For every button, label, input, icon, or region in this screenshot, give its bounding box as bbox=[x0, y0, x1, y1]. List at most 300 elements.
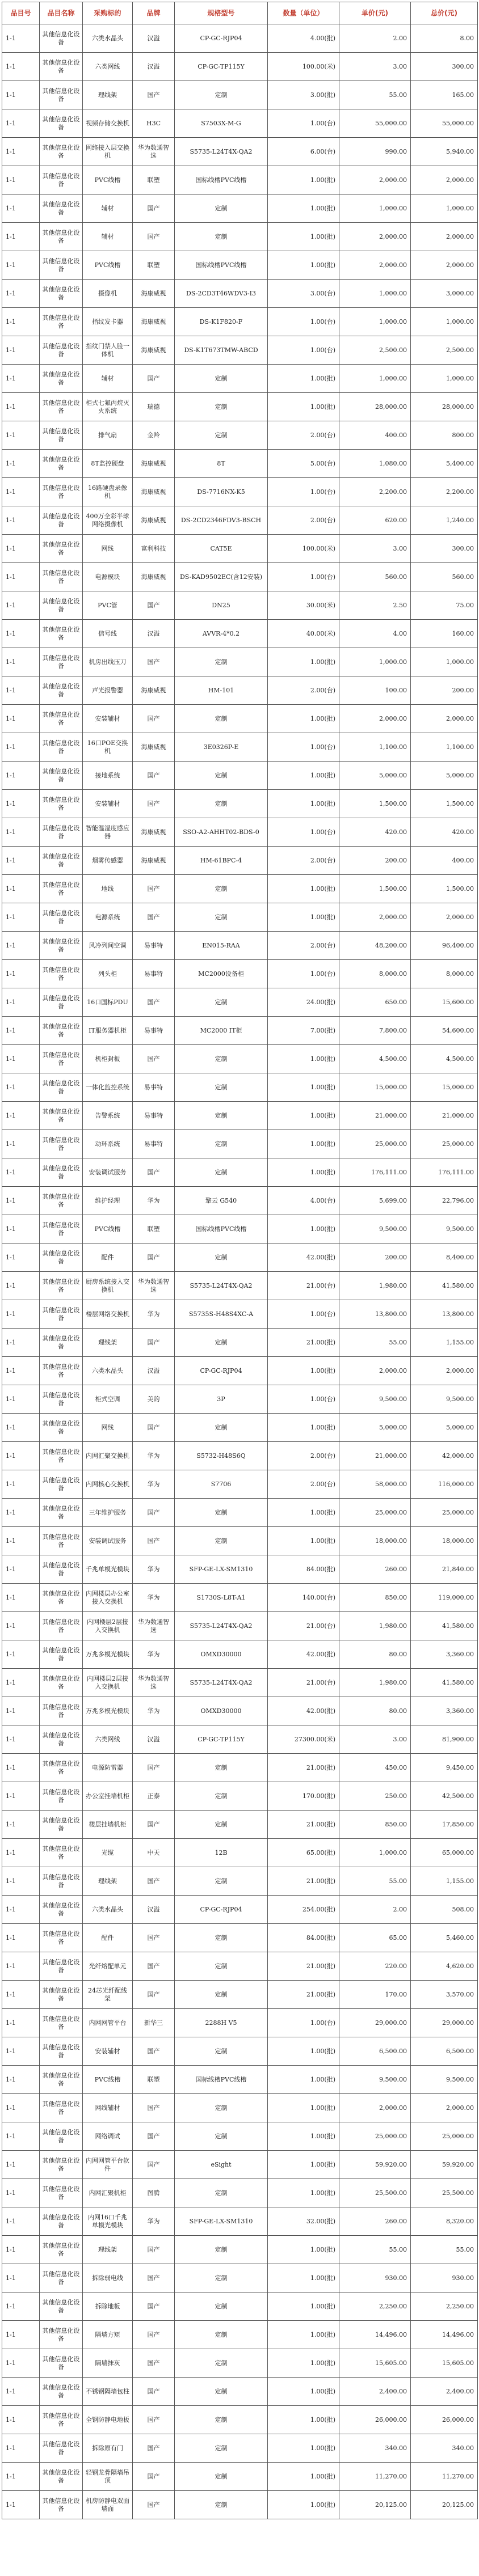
model-cell: 定制 bbox=[175, 1499, 268, 1527]
model-cell: 定制 bbox=[175, 1158, 268, 1187]
item-no-cell: 1-1 bbox=[2, 1952, 40, 1981]
model-cell: S5735-L24T4X-QA2 bbox=[175, 138, 268, 166]
brand-cell: 国产 bbox=[133, 705, 175, 733]
target-cell: 内网网管平台软件 bbox=[83, 2151, 133, 2179]
item-no-cell: 1-1 bbox=[2, 365, 40, 393]
unit-price-cell: 1,000.00 bbox=[339, 365, 411, 393]
quantity-cell: 3.00(台) bbox=[268, 280, 339, 308]
target-cell: 厨房系统接入交换机 bbox=[83, 1272, 133, 1300]
brand-cell: 汉溢 bbox=[133, 1725, 175, 1754]
model-cell: DN25 bbox=[175, 591, 268, 620]
table-row bbox=[2, 336, 478, 365]
item-name-cell: 其他信息化设备 bbox=[40, 1102, 83, 1130]
unit-price-cell: 21,000.00 bbox=[339, 1102, 411, 1130]
item-no-cell: 1-1 bbox=[2, 53, 40, 81]
unit-price-cell: 7,800.00 bbox=[339, 1017, 411, 1045]
quantity-cell: 1.00(台) bbox=[268, 563, 339, 591]
item-name-cell: 其他信息化设备 bbox=[40, 1329, 83, 1357]
total-cell: 15,605.00 bbox=[411, 2349, 478, 2378]
brand-cell: 华为 bbox=[133, 1187, 175, 1215]
model-cell: 定制 bbox=[175, 2094, 268, 2122]
item-name-cell: 其他信息化设备 bbox=[40, 2009, 83, 2037]
brand-cell: 华为 bbox=[133, 1640, 175, 1669]
item-no-cell: 1-1 bbox=[2, 2491, 40, 2519]
model-cell: 定制 bbox=[175, 393, 268, 421]
unit-price-cell: 80.00 bbox=[339, 1640, 411, 1669]
item-no-cell: 1-1 bbox=[2, 676, 40, 705]
item-no-cell: 1-1 bbox=[2, 1527, 40, 1555]
target-cell: 柜式空调 bbox=[83, 1385, 133, 1414]
target-cell: 网络接入层交换机 bbox=[83, 138, 133, 166]
quantity-cell: 1.00(批) bbox=[268, 2491, 339, 2519]
unit-price-cell: 200.00 bbox=[339, 847, 411, 875]
unit-price-cell: 1,080.00 bbox=[339, 450, 411, 478]
model-cell: 定制 bbox=[175, 1924, 268, 1952]
target-cell: 16口POE交换机 bbox=[83, 733, 133, 762]
target-cell: 千兆单模光模块 bbox=[83, 1555, 133, 1584]
target-cell: 配件 bbox=[83, 1243, 133, 1272]
item-name-cell: 其他信息化设备 bbox=[40, 1754, 83, 1782]
item-name-cell: 其他信息化设备 bbox=[40, 194, 83, 223]
item-no-cell: 1-1 bbox=[2, 1754, 40, 1782]
col-header-item-no: 品目号 bbox=[2, 2, 40, 24]
quantity-cell: 3.00(批) bbox=[268, 81, 339, 109]
quantity-cell: 1.00(批) bbox=[268, 648, 339, 676]
model-cell: 定制 bbox=[175, 1782, 268, 1811]
item-no-cell: 1-1 bbox=[2, 138, 40, 166]
brand-cell: 华为 bbox=[133, 1584, 175, 1612]
item-name-cell: 其他信息化设备 bbox=[40, 1782, 83, 1811]
unit-price-cell: 2,000.00 bbox=[339, 166, 411, 194]
target-cell: PVC线槽 bbox=[83, 2066, 133, 2094]
total-cell: 165.00 bbox=[411, 81, 478, 109]
table-row bbox=[2, 24, 478, 53]
table-row bbox=[2, 960, 478, 988]
model-cell: 定制 bbox=[175, 421, 268, 450]
total-cell: 200.00 bbox=[411, 676, 478, 705]
table-row bbox=[2, 1442, 478, 1470]
quantity-cell: 65.00(批) bbox=[268, 1839, 339, 1867]
total-cell: 400.00 bbox=[411, 847, 478, 875]
total-cell: 1,155.00 bbox=[411, 1867, 478, 1896]
item-no-cell: 1-1 bbox=[2, 1073, 40, 1102]
total-cell: 42,500.00 bbox=[411, 1782, 478, 1811]
quantity-cell: 1.00(批) bbox=[268, 1045, 339, 1073]
model-cell: 定制 bbox=[175, 648, 268, 676]
target-cell: 内网16口千兆单模光模块 bbox=[83, 2207, 133, 2236]
item-name-cell: 其他信息化设备 bbox=[40, 393, 83, 421]
model-cell: S5735-L24T4X-QA2 bbox=[175, 1272, 268, 1300]
item-name-cell: 其他信息化设备 bbox=[40, 2066, 83, 2094]
item-no-cell: 1-1 bbox=[2, 1187, 40, 1215]
unit-price-cell: 930.00 bbox=[339, 2264, 411, 2292]
unit-price-cell: 21,000.00 bbox=[339, 1442, 411, 1470]
table-row bbox=[2, 421, 478, 450]
unit-price-cell: 3.00 bbox=[339, 535, 411, 563]
total-cell: 5,460.00 bbox=[411, 1924, 478, 1952]
model-cell: 定制 bbox=[175, 2292, 268, 2321]
total-cell: 1,500.00 bbox=[411, 875, 478, 903]
brand-cell: 国产 bbox=[133, 2463, 175, 2491]
quantity-cell: 1.00(批) bbox=[268, 2122, 339, 2151]
item-name-cell: 其他信息化设备 bbox=[40, 2463, 83, 2491]
quantity-cell: 4.00(台) bbox=[268, 1187, 339, 1215]
model-cell: 定制 bbox=[175, 1981, 268, 2009]
quantity-cell: 27300.00(米) bbox=[268, 1725, 339, 1754]
target-cell: 拆除原有门 bbox=[83, 2434, 133, 2463]
total-cell: 116,000.00 bbox=[411, 1470, 478, 1499]
item-no-cell: 1-1 bbox=[2, 450, 40, 478]
target-cell: 排气扇 bbox=[83, 421, 133, 450]
model-cell: 3E0326P-E bbox=[175, 733, 268, 762]
target-cell: 指纹门禁人脸一体机 bbox=[83, 336, 133, 365]
model-cell: CAT5E bbox=[175, 535, 268, 563]
total-cell: 1,100.00 bbox=[411, 733, 478, 762]
model-cell: S1730S-L8T-A1 bbox=[175, 1584, 268, 1612]
item-name-cell: 其他信息化设备 bbox=[40, 875, 83, 903]
item-name-cell: 其他信息化设备 bbox=[40, 506, 83, 535]
table-row bbox=[2, 1329, 478, 1357]
item-name-cell: 其他信息化设备 bbox=[40, 1981, 83, 2009]
item-no-cell: 1-1 bbox=[2, 109, 40, 138]
unit-price-cell: 55,000.00 bbox=[339, 109, 411, 138]
brand-cell: 国产 bbox=[133, 1924, 175, 1952]
unit-price-cell: 1,500.00 bbox=[339, 875, 411, 903]
table-row bbox=[2, 591, 478, 620]
model-cell: 定制 bbox=[175, 1867, 268, 1896]
brand-cell: 国产 bbox=[133, 1414, 175, 1442]
unit-price-cell: 15,000.00 bbox=[339, 1073, 411, 1102]
unit-price-cell: 2,000.00 bbox=[339, 223, 411, 251]
table-row bbox=[2, 2066, 478, 2094]
table-row bbox=[2, 450, 478, 478]
item-no-cell: 1-1 bbox=[2, 591, 40, 620]
table-row bbox=[2, 1102, 478, 1130]
table-row bbox=[2, 932, 478, 960]
unit-price-cell: 170.00 bbox=[339, 1981, 411, 2009]
total-cell: 300.00 bbox=[411, 53, 478, 81]
item-name-cell: 其他信息化设备 bbox=[40, 1073, 83, 1102]
model-cell: 定制 bbox=[175, 2378, 268, 2406]
table-row bbox=[2, 251, 478, 280]
quantity-cell: 1.00(批) bbox=[268, 1357, 339, 1385]
quantity-cell: 4.00(批) bbox=[268, 24, 339, 53]
item-no-cell: 1-1 bbox=[2, 1584, 40, 1612]
brand-cell: 国产 bbox=[133, 1527, 175, 1555]
item-no-cell: 1-1 bbox=[2, 421, 40, 450]
total-cell: 29,000.00 bbox=[411, 2009, 478, 2037]
quantity-cell: 21.00(台) bbox=[268, 1612, 339, 1640]
table-row bbox=[2, 1243, 478, 1272]
total-cell: 20,125.00 bbox=[411, 2491, 478, 2519]
quantity-cell: 42.00(批) bbox=[268, 1243, 339, 1272]
item-no-cell: 1-1 bbox=[2, 563, 40, 591]
quantity-cell: 1.00(批) bbox=[268, 1102, 339, 1130]
item-name-cell: 其他信息化设备 bbox=[40, 1725, 83, 1754]
item-name-cell: 其他信息化设备 bbox=[40, 109, 83, 138]
item-name-cell: 其他信息化设备 bbox=[40, 960, 83, 988]
table-row bbox=[2, 1811, 478, 1839]
item-no-cell: 1-1 bbox=[2, 960, 40, 988]
unit-price-cell: 1,000.00 bbox=[339, 648, 411, 676]
table-row bbox=[2, 1754, 478, 1782]
table-body bbox=[2, 24, 478, 2519]
item-name-cell: 其他信息化设备 bbox=[40, 2122, 83, 2151]
item-no-cell: 1-1 bbox=[2, 1442, 40, 1470]
item-no-cell: 1-1 bbox=[2, 2378, 40, 2406]
item-name-cell: 其他信息化设备 bbox=[40, 2378, 83, 2406]
total-cell: 1,000.00 bbox=[411, 648, 478, 676]
item-name-cell: 其他信息化设备 bbox=[40, 365, 83, 393]
model-cell: 定制 bbox=[175, 194, 268, 223]
quantity-cell: 1.00(批) bbox=[268, 1499, 339, 1527]
col-header-target: 采购标的 bbox=[83, 2, 133, 24]
brand-cell: 国产 bbox=[133, 1867, 175, 1896]
item-no-cell: 1-1 bbox=[2, 1102, 40, 1130]
quantity-cell: 1.00(台) bbox=[268, 478, 339, 506]
target-cell: 理线架 bbox=[83, 1329, 133, 1357]
target-cell: 8T监控硬盘 bbox=[83, 450, 133, 478]
item-no-cell: 1-1 bbox=[2, 535, 40, 563]
total-cell: 65,000.00 bbox=[411, 1839, 478, 1867]
procurement-table bbox=[2, 2, 478, 2519]
table-row bbox=[2, 705, 478, 733]
brand-cell: 国产 bbox=[133, 223, 175, 251]
total-cell: 176,111.00 bbox=[411, 1158, 478, 1187]
model-cell: 定制 bbox=[175, 988, 268, 1017]
unit-price-cell: 1,980.00 bbox=[339, 1272, 411, 1300]
item-name-cell: 其他信息化设备 bbox=[40, 2349, 83, 2378]
model-cell: 定制 bbox=[175, 1952, 268, 1981]
table-row bbox=[2, 790, 478, 818]
item-name-cell: 其他信息化设备 bbox=[40, 2264, 83, 2292]
unit-price-cell: 650.00 bbox=[339, 988, 411, 1017]
item-name-cell: 其他信息化设备 bbox=[40, 1697, 83, 1725]
target-cell: 一体化监控系统 bbox=[83, 1073, 133, 1102]
brand-cell: 国产 bbox=[133, 2151, 175, 2179]
item-name-cell: 其他信息化设备 bbox=[40, 988, 83, 1017]
quantity-cell: 1.00(批) bbox=[268, 875, 339, 903]
quantity-cell: 21.00(台) bbox=[268, 1272, 339, 1300]
total-cell: 55.00 bbox=[411, 2236, 478, 2264]
total-cell: 13,800.00 bbox=[411, 1300, 478, 1329]
model-cell: 定制 bbox=[175, 365, 268, 393]
target-cell: 六类网线 bbox=[83, 53, 133, 81]
item-no-cell: 1-1 bbox=[2, 1414, 40, 1442]
item-no-cell: 1-1 bbox=[2, 506, 40, 535]
item-no-cell: 1-1 bbox=[2, 1017, 40, 1045]
item-no-cell: 1-1 bbox=[2, 988, 40, 1017]
item-name-cell: 其他信息化设备 bbox=[40, 1187, 83, 1215]
quantity-cell: 100.00(米) bbox=[268, 535, 339, 563]
item-no-cell: 1-1 bbox=[2, 2236, 40, 2264]
total-cell: 41,580.00 bbox=[411, 1669, 478, 1697]
unit-price-cell: 450.00 bbox=[339, 1754, 411, 1782]
item-no-cell: 1-1 bbox=[2, 1697, 40, 1725]
item-name-cell: 其他信息化设备 bbox=[40, 450, 83, 478]
brand-cell: H3C bbox=[133, 109, 175, 138]
total-cell: 8,400.00 bbox=[411, 1243, 478, 1272]
total-cell: 25,000.00 bbox=[411, 1499, 478, 1527]
total-cell: 11,270.00 bbox=[411, 2463, 478, 2491]
model-cell: DS-7716NX-K5 bbox=[175, 478, 268, 506]
model-cell: 定制 bbox=[175, 2491, 268, 2519]
table-row bbox=[2, 1782, 478, 1811]
model-cell: 2288H V5 bbox=[175, 2009, 268, 2037]
item-no-cell: 1-1 bbox=[2, 2179, 40, 2207]
item-name-cell: 其他信息化设备 bbox=[40, 1640, 83, 1669]
table-row bbox=[2, 109, 478, 138]
target-cell: 安装辅材 bbox=[83, 790, 133, 818]
target-cell: 维护经理 bbox=[83, 1187, 133, 1215]
item-name-cell: 其他信息化设备 bbox=[40, 2434, 83, 2463]
unit-price-cell: 15,605.00 bbox=[339, 2349, 411, 2378]
item-no-cell: 1-1 bbox=[2, 1612, 40, 1640]
item-no-cell: 1-1 bbox=[2, 308, 40, 336]
unit-price-cell: 2,400.00 bbox=[339, 2378, 411, 2406]
brand-cell: 海康威视 bbox=[133, 847, 175, 875]
item-no-cell: 1-1 bbox=[2, 1669, 40, 1697]
target-cell: 不锈钢隔墙包柱 bbox=[83, 2378, 133, 2406]
target-cell: 隔墙抹灰 bbox=[83, 2349, 133, 2378]
quantity-cell: 24.00(批) bbox=[268, 988, 339, 1017]
unit-price-cell: 80.00 bbox=[339, 1697, 411, 1725]
model-cell: 定制 bbox=[175, 2264, 268, 2292]
item-name-cell: 其他信息化设备 bbox=[40, 1215, 83, 1243]
target-cell: 列头柜 bbox=[83, 960, 133, 988]
table-row bbox=[2, 2009, 478, 2037]
total-cell: 8.00 bbox=[411, 24, 478, 53]
brand-cell: 海康威视 bbox=[133, 506, 175, 535]
quantity-cell: 1.00(批) bbox=[268, 194, 339, 223]
model-cell: 定制 bbox=[175, 81, 268, 109]
brand-cell: 国产 bbox=[133, 1045, 175, 1073]
item-no-cell: 1-1 bbox=[2, 620, 40, 648]
table-row bbox=[2, 563, 478, 591]
model-cell: 定制 bbox=[175, 1073, 268, 1102]
table-row bbox=[2, 308, 478, 336]
col-header-item-name: 品目名称 bbox=[40, 2, 83, 24]
table-row bbox=[2, 1527, 478, 1555]
item-name-cell: 其他信息化设备 bbox=[40, 1045, 83, 1073]
total-cell: 18,000.00 bbox=[411, 1527, 478, 1555]
target-cell: 六类网线 bbox=[83, 1725, 133, 1754]
brand-cell: 富利科技 bbox=[133, 535, 175, 563]
quantity-cell: 1.00(台) bbox=[268, 733, 339, 762]
quantity-cell: 1.00(批) bbox=[268, 1527, 339, 1555]
target-cell: 理线架 bbox=[83, 2236, 133, 2264]
item-no-cell: 1-1 bbox=[2, 1499, 40, 1527]
brand-cell: 图腾 bbox=[133, 2179, 175, 2207]
quantity-cell: 21.00(批) bbox=[268, 1329, 339, 1357]
table-row bbox=[2, 280, 478, 308]
target-cell: 机房防静电双面墙面 bbox=[83, 2491, 133, 2519]
brand-cell: 国产 bbox=[133, 1754, 175, 1782]
item-no-cell: 1-1 bbox=[2, 2151, 40, 2179]
item-no-cell: 1-1 bbox=[2, 2349, 40, 2378]
table-row bbox=[2, 620, 478, 648]
model-cell: DS-2CD2346FDV3-BSCH bbox=[175, 506, 268, 535]
total-cell: 4,500.00 bbox=[411, 1045, 478, 1073]
quantity-cell: 1.00(台) bbox=[268, 1385, 339, 1414]
total-cell: 3,570.00 bbox=[411, 1981, 478, 2009]
unit-price-cell: 9,500.00 bbox=[339, 2066, 411, 2094]
brand-cell: 国产 bbox=[133, 2406, 175, 2434]
item-no-cell: 1-1 bbox=[2, 1215, 40, 1243]
brand-cell: 国产 bbox=[133, 591, 175, 620]
unit-price-cell: 560.00 bbox=[339, 563, 411, 591]
item-no-cell: 1-1 bbox=[2, 2066, 40, 2094]
target-cell: PVC线槽 bbox=[83, 1215, 133, 1243]
brand-cell: 国产 bbox=[133, 1243, 175, 1272]
unit-price-cell: 990.00 bbox=[339, 138, 411, 166]
total-cell: 25,000.00 bbox=[411, 2122, 478, 2151]
model-cell: eSight bbox=[175, 2151, 268, 2179]
brand-cell: 国产 bbox=[133, 2321, 175, 2349]
item-no-cell: 1-1 bbox=[2, 393, 40, 421]
target-cell: 拆除弱电线 bbox=[83, 2264, 133, 2292]
model-cell: 擎云 G540 bbox=[175, 1187, 268, 1215]
unit-price-cell: 1,000.00 bbox=[339, 280, 411, 308]
table-row bbox=[2, 1300, 478, 1329]
table-row bbox=[2, 1640, 478, 1669]
table-row bbox=[2, 1045, 478, 1073]
total-cell: 81,900.00 bbox=[411, 1725, 478, 1754]
quantity-cell: 1.00(批) bbox=[268, 223, 339, 251]
target-cell: 安装辅材 bbox=[83, 705, 133, 733]
table-row bbox=[2, 2179, 478, 2207]
target-cell: 理线架 bbox=[83, 81, 133, 109]
brand-cell: 国产 bbox=[133, 2037, 175, 2066]
table-row bbox=[2, 676, 478, 705]
brand-cell: 华为 bbox=[133, 1442, 175, 1470]
target-cell: 内网楼层办公室接入交换机 bbox=[83, 1584, 133, 1612]
target-cell: 光缆 bbox=[83, 1839, 133, 1867]
total-cell: 1,000.00 bbox=[411, 365, 478, 393]
quantity-cell: 1.00(批) bbox=[268, 2236, 339, 2264]
model-cell: HM-101 bbox=[175, 676, 268, 705]
item-name-cell: 其他信息化设备 bbox=[40, 1442, 83, 1470]
model-cell: 定制 bbox=[175, 1045, 268, 1073]
brand-cell: 易事特 bbox=[133, 960, 175, 988]
quantity-cell: 170.00(批) bbox=[268, 1782, 339, 1811]
quantity-cell: 254.00(批) bbox=[268, 1896, 339, 1924]
item-no-cell: 1-1 bbox=[2, 1640, 40, 1669]
brand-cell: 华为数通智选 bbox=[133, 1612, 175, 1640]
quantity-cell: 100.00(米) bbox=[268, 53, 339, 81]
unit-price-cell: 55.00 bbox=[339, 2236, 411, 2264]
table-row bbox=[2, 988, 478, 1017]
brand-cell: 华为 bbox=[133, 2207, 175, 2236]
unit-price-cell: 100.00 bbox=[339, 676, 411, 705]
item-no-cell: 1-1 bbox=[2, 251, 40, 280]
item-no-cell: 1-1 bbox=[2, 1385, 40, 1414]
model-cell: SFP-GE-LX-SM1310 bbox=[175, 2207, 268, 2236]
item-name-cell: 其他信息化设备 bbox=[40, 1867, 83, 1896]
item-name-cell: 其他信息化设备 bbox=[40, 1811, 83, 1839]
brand-cell: 联塑 bbox=[133, 251, 175, 280]
quantity-cell: 1.00(批) bbox=[268, 790, 339, 818]
table-row bbox=[2, 733, 478, 762]
table-row bbox=[2, 1017, 478, 1045]
table-row bbox=[2, 2463, 478, 2491]
model-cell: 国标线槽PVC线槽 bbox=[175, 166, 268, 194]
item-name-cell: 其他信息化设备 bbox=[40, 1243, 83, 1272]
brand-cell: 国产 bbox=[133, 875, 175, 903]
table-row bbox=[2, 762, 478, 790]
table-row bbox=[2, 2292, 478, 2321]
total-cell: 560.00 bbox=[411, 563, 478, 591]
